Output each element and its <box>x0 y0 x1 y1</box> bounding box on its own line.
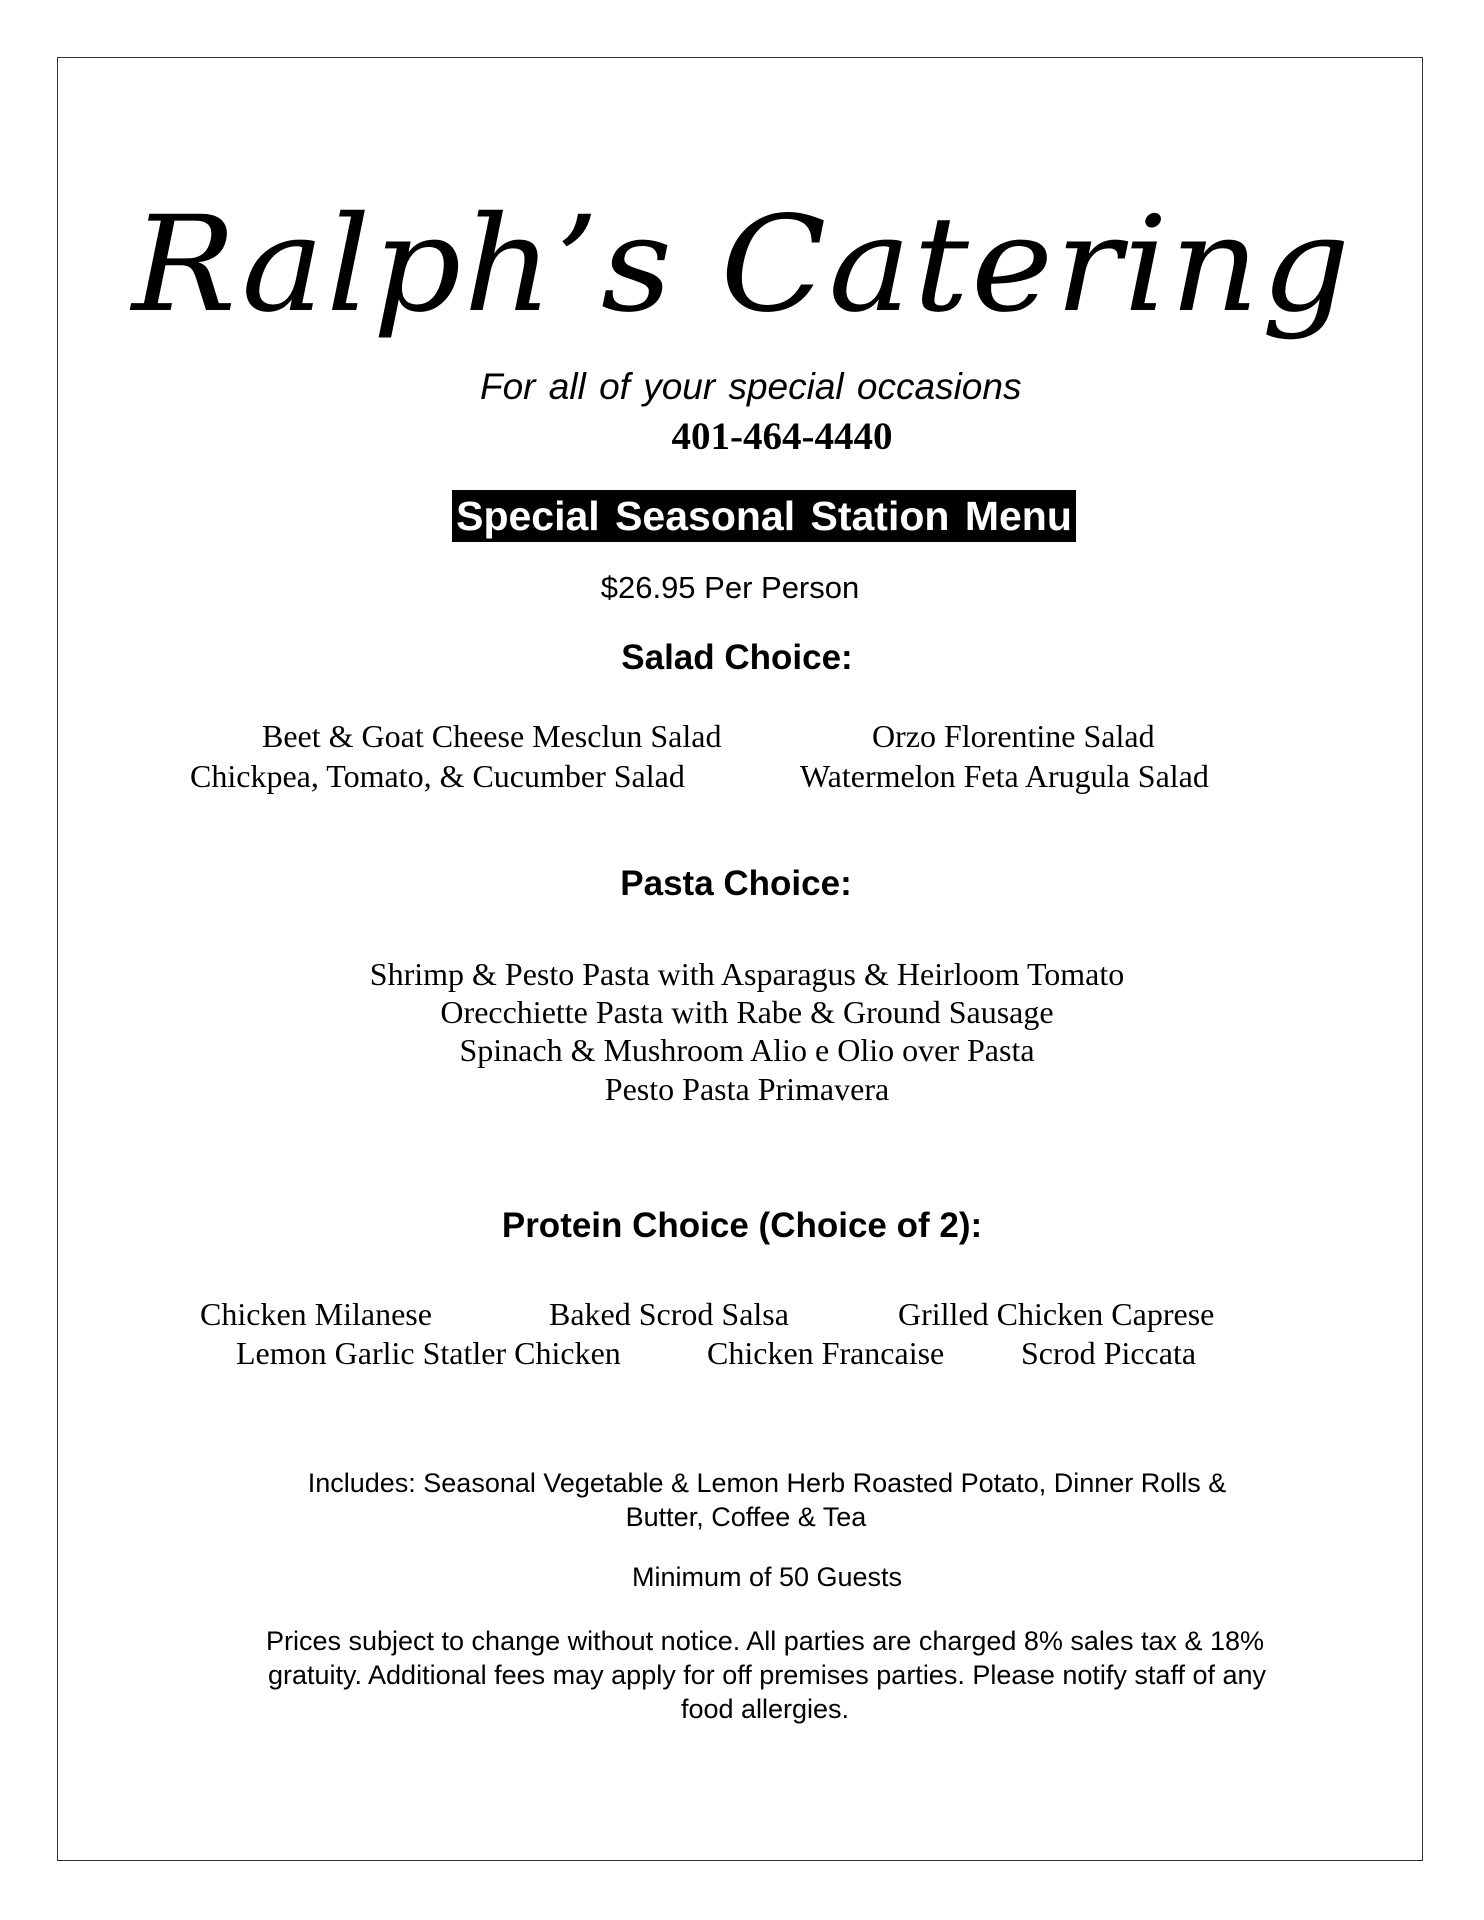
minimum-guests: Minimum of 50 Guests <box>631 1562 903 1592</box>
pasta-section-title: Pasta Choice: <box>620 864 852 903</box>
brand-logo: Ralph’s Catering <box>131 188 1353 342</box>
protein-item: Lemon Garlic Statler Chicken <box>236 1335 621 1371</box>
phone-number: 401-464-4440 <box>671 415 893 458</box>
pasta-item: Orecchiette Pasta with Rabe & Ground Sausage <box>440 994 1054 1030</box>
includes-text: Includes: Seasonal Vegetable & Lemon Herb Roasted Potato, Dinner Rolls & <box>307 1468 1227 1498</box>
disclaimer-text: gratuity. Additional fees may apply for off premises parties. Please notify staff of any <box>267 1660 1267 1690</box>
protein-item: Baked Scrod Salsa <box>549 1296 789 1332</box>
salad-item: Beet & Goat Cheese Mesclun Salad <box>262 718 722 754</box>
menu-banner <box>0 490 1484 542</box>
protein-item: Grilled Chicken Caprese <box>898 1296 1215 1332</box>
protein-item: Chicken Francaise <box>707 1335 945 1371</box>
salad-item: Orzo Florentine Salad <box>872 718 1155 754</box>
protein-section-title: Protein Choice (Choice of 2): <box>501 1206 983 1245</box>
salad-item: Chickpea, Tomato, & Cucumber Salad <box>190 758 685 794</box>
disclaimer-text: food allergies. <box>680 1694 850 1724</box>
price-per-person: $26.95 Per Person <box>600 570 860 605</box>
menu-banner-text: Special Seasonal Station Menu <box>452 490 1076 542</box>
pasta-item: Spinach & Mushroom Alio e Olio over Pasta <box>459 1032 1035 1068</box>
protein-item: Scrod Piccata <box>1021 1335 1197 1371</box>
protein-item: Chicken Milanese <box>200 1296 432 1332</box>
disclaimer-text: Prices subject to change without notice. All parties are charged 8% sales tax & 18% <box>265 1626 1265 1656</box>
salad-item: Watermelon Feta Arugula Salad <box>800 758 1209 794</box>
salad-section-title: Salad Choice: <box>621 638 853 677</box>
tagline: For all of your special occasions <box>480 366 1022 407</box>
pasta-item: Shrimp & Pesto Pasta with Asparagus & Heirloom Tomato <box>369 956 1125 992</box>
pasta-item: Pesto Pasta Primavera <box>604 1071 890 1107</box>
includes-text: Butter, Coffee & Tea <box>625 1502 867 1532</box>
